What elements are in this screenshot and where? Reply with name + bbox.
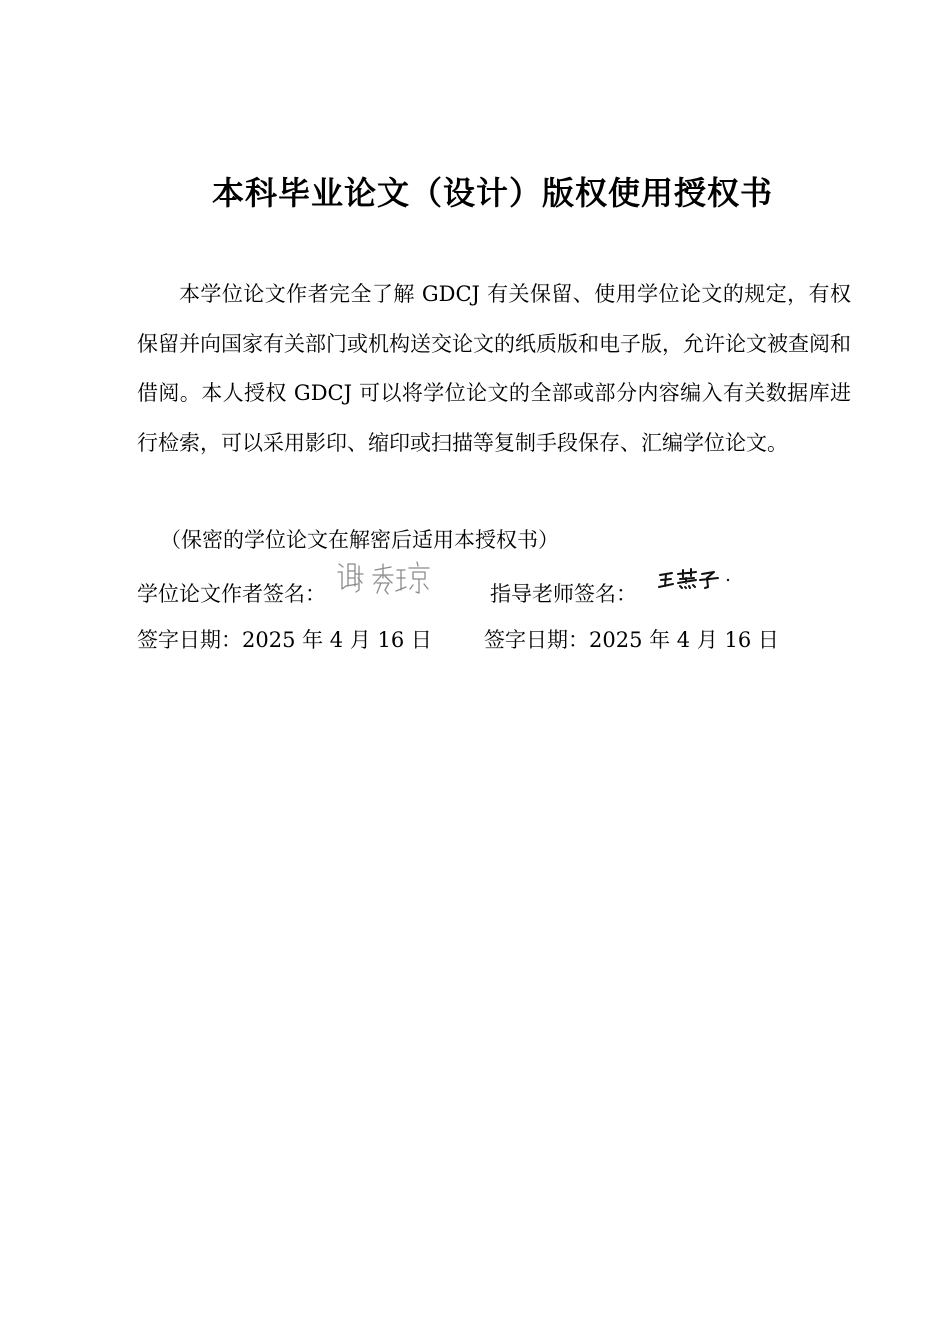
confidential-note: （保密的学位论文在解密后适用本授权书） [160,528,559,552]
advisor-signature-label: 指导老师签名： [490,582,637,606]
advisor-handwritten-signature [656,566,736,592]
author-sign-date: 签字日期：2025 年 4 月 16 日 [137,628,432,652]
author-signature-label: 学位论文作者签名： [137,582,326,606]
author-handwritten-signature [333,556,433,598]
document-title: 本科毕业论文（设计）版权使用授权书 [211,174,773,212]
authorization-paragraph: 本学位论文作者完全了解 GDCJ 有关保留、使用学位论文的规定，有权保留并向国家有关部门或机构送交论文的纸质版和电子版，允许论文被查阅和借阅。本人授权 GDCJ 可以将学位论文的全部或部分内容编入有关数据库进行检索，可以采用影印、缩印或扫描等复制手段保存、汇编学位论文。 [137,282,851,455]
advisor-sign-date: 签字日期：2025 年 4 月 16 日 [484,628,779,652]
